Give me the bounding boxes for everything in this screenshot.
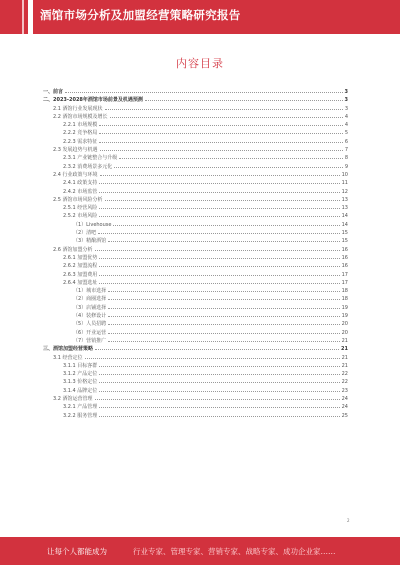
toc-entry-text: 2.6.3 加盟费用 xyxy=(63,271,98,277)
toc-entry-text: （7）营销推广 xyxy=(73,337,107,344)
toc-title: 内容目录 xyxy=(176,57,224,70)
footer-bar xyxy=(0,537,400,565)
toc-leader-dots xyxy=(99,368,339,375)
toc-entry[interactable] xyxy=(43,277,348,285)
toc-entry-page: 4 xyxy=(344,122,348,128)
toc-entry[interactable] xyxy=(43,111,348,119)
toc-entry[interactable] xyxy=(43,94,348,102)
toc-leader-dots xyxy=(65,86,343,93)
toc-entry-page: 6 xyxy=(344,138,348,145)
toc-entry-text: 3.1 经营定位 xyxy=(53,354,83,360)
toc-entry-page: 14 xyxy=(341,213,348,219)
toc-leader-dots xyxy=(95,393,340,400)
toc-entry-text: （2）清吧 xyxy=(73,230,97,236)
toc-entry[interactable] xyxy=(43,86,348,94)
toc-entry[interactable] xyxy=(43,318,348,326)
toc-entry[interactable] xyxy=(43,127,348,135)
toc-leader-dots xyxy=(110,111,343,118)
toc-entry[interactable] xyxy=(43,269,348,277)
toc-entry-page: 19 xyxy=(341,313,348,319)
toc-leader-dots xyxy=(108,318,339,325)
toc-leader-dots xyxy=(99,177,339,184)
toc-entry[interactable] xyxy=(43,327,348,335)
toc-leader-dots xyxy=(100,144,343,151)
toc-entry-page: 10 xyxy=(341,171,348,178)
toc-leader-dots xyxy=(99,277,339,284)
toc-entry-text: 三、酒馆加盟经营策略 xyxy=(43,346,94,352)
toc-entry-text: 2.6.2 加盟流程 xyxy=(63,263,98,269)
toc-entry-page: 3 xyxy=(344,97,348,103)
toc-entry-text: （5）人员招聘 xyxy=(73,321,107,327)
toc-leader-dots xyxy=(99,401,339,408)
report-title: 酒馆市场分析及加盟经营策略研究报告 xyxy=(40,8,241,22)
toc-entry[interactable] xyxy=(43,343,348,351)
toc-entry-text: 2.4.2 市场监管 xyxy=(63,188,98,194)
toc-entry-text: （6）开业运营 xyxy=(73,329,107,335)
toc-entry[interactable] xyxy=(43,360,348,368)
toc-entry-text: 3.1.4 品牌定位 xyxy=(63,387,98,393)
footer-slogan: 让每个人都能成为 xyxy=(47,547,107,556)
toc-leader-dots xyxy=(99,202,339,209)
toc-entry-text: 2.1 酒馆行业发展现状 xyxy=(53,105,103,111)
toc-entry-text: （1）城市选择 xyxy=(73,288,107,294)
footer-tagline: 行业专家、管理专家、营销专家、战略专家、成功企业家…… xyxy=(133,547,336,556)
toc-leader-dots xyxy=(98,227,339,234)
toc-leader-dots xyxy=(95,244,340,251)
toc-leader-dots xyxy=(99,360,339,367)
header-accent-stripe xyxy=(22,0,24,34)
toc-entry-text: 2.5.2 市场风险 xyxy=(63,213,98,219)
toc-entry[interactable] xyxy=(43,136,348,144)
toc-entry-text: （4）装修设计 xyxy=(73,313,107,319)
toc-entry[interactable] xyxy=(43,293,348,301)
toc-entry-text: 3.1.1 目标客群 xyxy=(63,362,98,369)
toc-entry-page: 16 xyxy=(341,246,348,252)
toc-entry[interactable] xyxy=(43,401,348,409)
toc-entry[interactable] xyxy=(43,144,348,152)
toc-entry-page: 24 xyxy=(341,404,348,410)
toc-entry-text: 3.2 酒馆运营管理 xyxy=(53,395,93,402)
toc-entry[interactable] xyxy=(43,235,348,243)
toc-entry[interactable] xyxy=(43,376,348,384)
toc-entry-page: 22 xyxy=(341,371,348,377)
toc-entry-page: 14 xyxy=(341,221,348,228)
toc-entry[interactable] xyxy=(43,385,348,393)
toc-entry-text: 2.2.1 市场规模 xyxy=(63,122,98,128)
toc-entry[interactable] xyxy=(43,285,348,293)
toc-entry[interactable] xyxy=(43,335,348,343)
toc-leader-dots xyxy=(99,385,339,392)
toc-entry-page: 22 xyxy=(341,379,348,385)
toc-entry[interactable] xyxy=(43,219,348,227)
toc-entry-page: 18 xyxy=(341,288,348,294)
toc-leader-dots xyxy=(113,219,339,226)
toc-entry-page: 8 xyxy=(344,155,348,161)
toc-leader-dots xyxy=(99,260,339,267)
toc-entry-page: 25 xyxy=(341,412,348,418)
toc-leader-dots xyxy=(108,285,339,292)
toc-leader-dots xyxy=(108,293,339,300)
toc-entry-page: 15 xyxy=(341,238,348,244)
toc-entry-page: 19 xyxy=(341,304,348,311)
toc-entry-page: 23 xyxy=(341,387,348,393)
toc-entry-text: 2.4 行业政策与环境 xyxy=(53,171,98,178)
toc-leader-dots xyxy=(99,252,339,259)
toc-entry-page: 21 xyxy=(341,354,348,360)
toc-leader-dots xyxy=(108,310,339,317)
toc-entry-page: 17 xyxy=(341,279,348,286)
toc-entry-page: 12 xyxy=(341,188,348,194)
toc-entry-text: 3.2.2 服务管理 xyxy=(63,412,98,418)
toc-entry[interactable] xyxy=(43,186,348,194)
toc-entry-text: 2.6.4 加盟选址 xyxy=(63,279,98,286)
toc-leader-dots xyxy=(119,152,343,159)
toc-entry[interactable] xyxy=(43,177,348,185)
toc-entry[interactable] xyxy=(43,227,348,235)
toc-entry-page: 9 xyxy=(344,163,348,169)
toc-leader-dots xyxy=(145,94,343,101)
toc-entry-text: （3）店铺选择 xyxy=(73,304,107,311)
toc-entry-text: 一、前言 xyxy=(43,89,64,95)
toc-entry-page: 20 xyxy=(341,321,348,327)
toc-entry[interactable] xyxy=(43,410,348,418)
toc-entry-text: （2）商圈选择 xyxy=(73,296,107,302)
toc-entry-text: 2.5 酒馆市场风险分析 xyxy=(53,196,103,203)
toc-entry-text: 2.3 发展趋势与机遇 xyxy=(53,147,98,153)
toc-leader-dots xyxy=(85,352,340,359)
toc-entry[interactable] xyxy=(43,244,348,252)
toc-entry-page: 3 xyxy=(344,105,348,111)
toc-entry-page: 16 xyxy=(341,254,348,261)
toc-entry-page: 5 xyxy=(344,130,348,136)
toc-leader-dots xyxy=(99,376,339,383)
toc-entry[interactable] xyxy=(43,368,348,376)
toc-entry-page: 3 xyxy=(344,89,348,95)
toc-leader-dots xyxy=(105,103,343,110)
toc-entry[interactable] xyxy=(43,352,348,360)
toc-entry-text: （3）精酿酒馆 xyxy=(73,238,107,244)
toc-entry-text: 2.3.2 消费场景多元化 xyxy=(63,163,113,169)
toc-leader-dots xyxy=(95,343,339,350)
toc-leader-dots xyxy=(99,410,339,417)
toc-entry[interactable] xyxy=(43,103,348,111)
toc-entry-text: 二、2023-2028年酒馆市场前景及机遇预测 xyxy=(43,97,143,103)
toc-entry[interactable] xyxy=(43,252,348,260)
toc-entry-page: 4 xyxy=(344,113,348,120)
toc-leader-dots xyxy=(114,161,343,168)
header-accent-bar xyxy=(28,0,33,34)
toc-leader-dots xyxy=(99,186,339,193)
toc-entry-text: 3.1.3 价格定位 xyxy=(63,379,98,385)
toc-entry[interactable] xyxy=(43,194,348,202)
toc-entry-page: 11 xyxy=(341,180,348,186)
toc-leader-dots xyxy=(108,327,339,334)
toc-entry[interactable] xyxy=(43,310,348,318)
toc-entry[interactable] xyxy=(43,260,348,268)
toc-entry-page: 13 xyxy=(341,205,348,211)
header-bar xyxy=(0,0,400,34)
toc-entry-page: 21 xyxy=(341,362,348,369)
toc-entry-text: 2.4.1 政策支持 xyxy=(63,180,98,186)
toc-entry-text: （1）Livehouse xyxy=(73,221,112,228)
toc-leader-dots xyxy=(105,194,340,201)
toc-entry[interactable] xyxy=(43,152,348,160)
toc-entry-page: 13 xyxy=(341,196,348,203)
toc-leader-dots xyxy=(108,335,339,342)
toc-entry[interactable] xyxy=(43,161,348,169)
toc-leader-dots xyxy=(99,119,343,126)
toc-entry-page: 24 xyxy=(341,395,348,402)
toc-entry[interactable] xyxy=(43,302,348,310)
toc-entry-text: 2.2 酒馆市场规模及增长 xyxy=(53,113,108,120)
toc-leader-dots xyxy=(99,269,339,276)
toc-leader-dots xyxy=(99,127,343,134)
toc-entry[interactable] xyxy=(43,210,348,218)
toc-entry[interactable] xyxy=(43,393,348,401)
toc-entry-page: 20 xyxy=(341,329,348,335)
toc-entry-page: 21 xyxy=(341,337,348,344)
toc-leader-dots xyxy=(108,302,339,309)
toc-entry[interactable] xyxy=(43,202,348,210)
toc-leader-dots xyxy=(100,169,340,176)
toc-entry-text: 2.2.3 需求特征 xyxy=(63,138,98,145)
toc-leader-dots xyxy=(99,136,343,143)
toc-entry-page: 16 xyxy=(341,263,348,269)
toc-leader-dots xyxy=(108,235,339,242)
toc-entry[interactable] xyxy=(43,169,348,177)
toc-entry-page: 17 xyxy=(341,271,348,277)
toc-entry-text: 2.3.1 产业链整合与升级 xyxy=(63,155,118,161)
toc-entry-text: 2.5.1 经营风险 xyxy=(63,205,98,211)
toc-entry-text: 2.2.2 竞争格局 xyxy=(63,130,98,136)
toc-entry[interactable] xyxy=(43,119,348,127)
table-of-contents xyxy=(43,86,348,418)
toc-entry-page: 15 xyxy=(341,230,348,236)
toc-entry-page: 21 xyxy=(341,346,348,352)
toc-leader-dots xyxy=(99,210,339,217)
toc-entry-text: 2.6 酒馆加盟分析 xyxy=(53,246,93,252)
toc-entry-text: 3.1.2 产品定位 xyxy=(63,371,98,377)
toc-entry-page: 18 xyxy=(341,296,348,302)
toc-entry-text: 3.2.1 产品管理 xyxy=(63,404,98,410)
page-number: 2 xyxy=(347,518,350,523)
toc-entry-text: 2.6.1 加盟优势 xyxy=(63,254,98,261)
toc-entry-page: 7 xyxy=(344,147,348,153)
